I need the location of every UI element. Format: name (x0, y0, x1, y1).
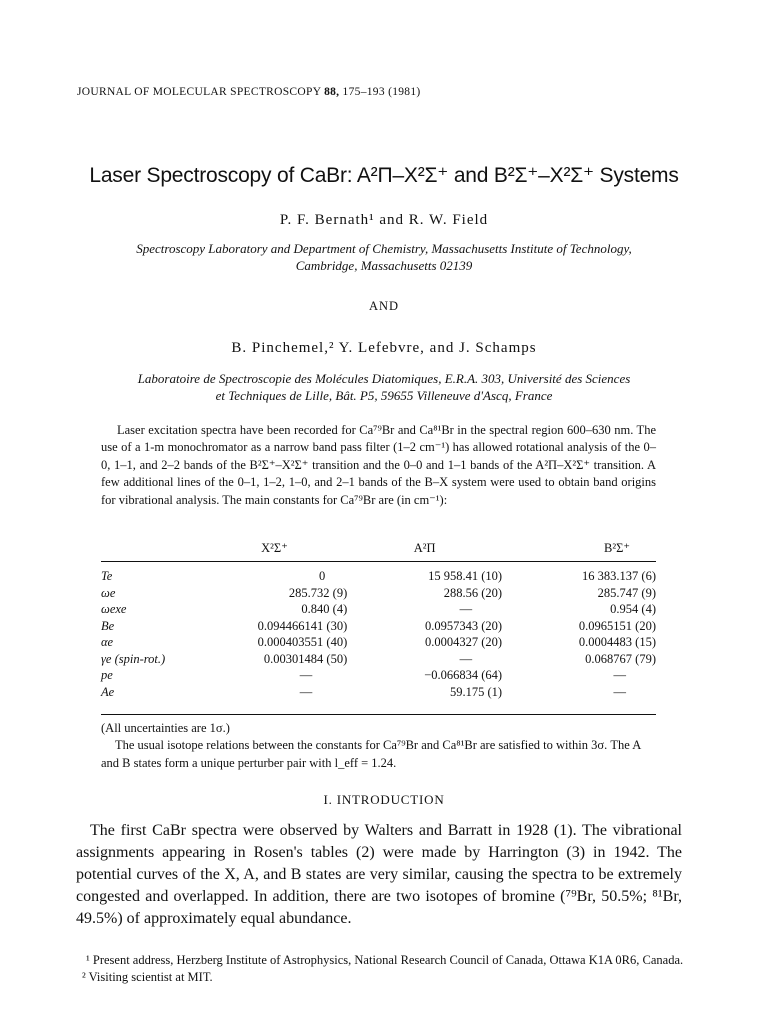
b-state-value: 0.954 (4) (610, 602, 656, 616)
x-state-value: 0.00301484 (50) (263, 651, 348, 666)
journal-volume: 88, (324, 86, 340, 98)
journal-header (77, 86, 421, 98)
paper-title: Laser Spectroscopy of CaBr: A²Π–X²Σ⁺ and B²Σ⁺–X²Σ⁺ Systems (89, 164, 679, 187)
introduction-paragraph: The first CaBr spectra were observed by Walters and Barratt in 1928 (1). The vibrational assignments appearing in Rosen's tables (2) were made by Harrington (3) in 1942. The potential curves of the X, A, and B states are very similar, causing the spectra to be extremely congested and overlapped. In addition, there are two isotopes of bromine (⁷⁹Br, 50.5%; ⁸¹Br, 49.5%) of approximately equal abundance. (76, 822, 682, 927)
row-label: Be (101, 618, 115, 633)
table-header-b-state: B²Σ⁺ (604, 541, 630, 555)
b-state-value: 285.747 (9) (597, 585, 656, 600)
journal-pages-year: 175–193 (1981) (342, 86, 421, 98)
abstract-text: Laser excitation spectra have been recorded for Ca⁷⁹Br and Ca⁸¹Br in the spectral region 600–630 nm. The use of a 1-m monochromator as a narrow band pass filter (1–2 cm⁻¹) has allowed rotational analysis of the 0–0, 1–1, and 2–2 bands of the B²Σ⁺–X²Σ⁺ transition and the 0–0 and 1–1 bands of the A²Π–X²Σ⁺ transition. A few additional lines of the 0–1, 1–2, 1–0, and 2–1 bands of the B–X system were used to obtain band origins for vibrational analysis. The main constants for Ca⁷⁹Br are (in cm⁻¹): (101, 423, 656, 507)
footnote-1: ¹ Present address, Herzberg Institute of Astrophysics, National Research Council of Canada, Ottawa K1A 0R6, Canada. (86, 953, 684, 967)
a-state-value: 59.175 (1) (450, 684, 503, 699)
b-state-value: 0.068767 (79) (585, 651, 656, 666)
constants-table (101, 535, 656, 700)
x-state-value: — (299, 684, 313, 699)
x-state-value: 0.000403551 (40) (257, 635, 348, 649)
a-state-value: 0.0957343 (20) (425, 618, 503, 633)
row-label: Te (101, 569, 113, 583)
x-state-value: 0 (318, 569, 326, 583)
isotope-note: The usual isotope relations between the constants for Ca⁷⁹Br and Ca⁸¹Br are satisfied to within 3σ. The A and B states form a unique perturber pair with l_eff = 1.24. (101, 738, 641, 770)
affiliation-lille-line1: Laboratoire de Spectroscopie des Molécules Diatomiques, E.R.A. 303, Université des Sciences (137, 371, 631, 386)
row-label: αe (101, 635, 114, 649)
b-state-value: 0.0965151 (20) (578, 618, 656, 633)
table-header-row (101, 535, 656, 562)
a-state-value: −0.066834 (64) (424, 668, 503, 682)
table-header-empty (101, 535, 202, 562)
table-row (101, 562, 656, 585)
affiliation-mit (0, 240, 768, 274)
b-state-value: 0.0004483 (15) (578, 635, 656, 649)
table-row (101, 651, 656, 668)
x-state-value: 285.732 (9) (288, 585, 348, 600)
table-header-a-state: A²Π (413, 540, 436, 555)
table-row (101, 634, 656, 651)
section-heading-introduction: I. INTRODUCTION (323, 792, 445, 807)
a-state-value: 15 958.41 (10) (428, 569, 503, 583)
row-label: ωe (101, 585, 116, 600)
a-state-value: 288.56 (20) (443, 585, 503, 600)
table-notes (101, 720, 656, 772)
x-state-value: — (299, 668, 313, 682)
table-header-x-state: X²Σ⁺ (261, 541, 288, 555)
affiliation-lille (0, 370, 768, 404)
row-label: pe (101, 668, 113, 682)
footnotes (72, 952, 687, 985)
table-row (101, 684, 656, 701)
abstract (101, 422, 656, 509)
b-state-value: 16 383.137 (6) (582, 569, 656, 583)
affiliation-mit-line2: Cambridge, Massachusetts 02139 (295, 258, 473, 273)
introduction-body (76, 820, 682, 930)
table-row (101, 618, 656, 635)
table-row (101, 601, 656, 618)
and-separator: AND (368, 299, 400, 313)
x-state-value: 0.094466141 (30) (257, 618, 348, 633)
b-state-value: — (613, 668, 626, 682)
x-state-value: 0.840 (4) (301, 602, 348, 616)
affiliation-lille-line2: et Techniques de Lille, Bât. P5, 59655 Villeneuve d'Ascq, France (215, 388, 553, 403)
table-bottom-rule (101, 714, 656, 715)
authors-second-group: B. Pinchemel,² Y. Lefebvre, and J. Schamps (231, 340, 537, 356)
journal-name: JOURNAL OF MOLECULAR SPECTROSCOPY (77, 86, 321, 98)
row-label: Ae (101, 684, 115, 699)
footnote-2: ² Visiting scientist at MIT. (82, 969, 213, 984)
row-label: γe (spin-rot.) (101, 651, 166, 666)
table-row (101, 585, 656, 602)
b-state-value: — (613, 684, 626, 699)
uncertainty-note: (All uncertainties are 1σ.) (101, 721, 230, 735)
table-row (101, 667, 656, 684)
a-state-value: — (459, 602, 473, 616)
row-label: ωexe (101, 602, 127, 616)
a-state-value: 0.0004327 (20) (425, 635, 503, 649)
a-state-value: — (459, 651, 473, 666)
affiliation-mit-line1: Spectroscopy Laboratory and Department of Chemistry, Massachusetts Institute of Technology, (136, 241, 632, 256)
authors-first-group: P. F. Bernath¹ and R. W. Field (279, 212, 489, 228)
